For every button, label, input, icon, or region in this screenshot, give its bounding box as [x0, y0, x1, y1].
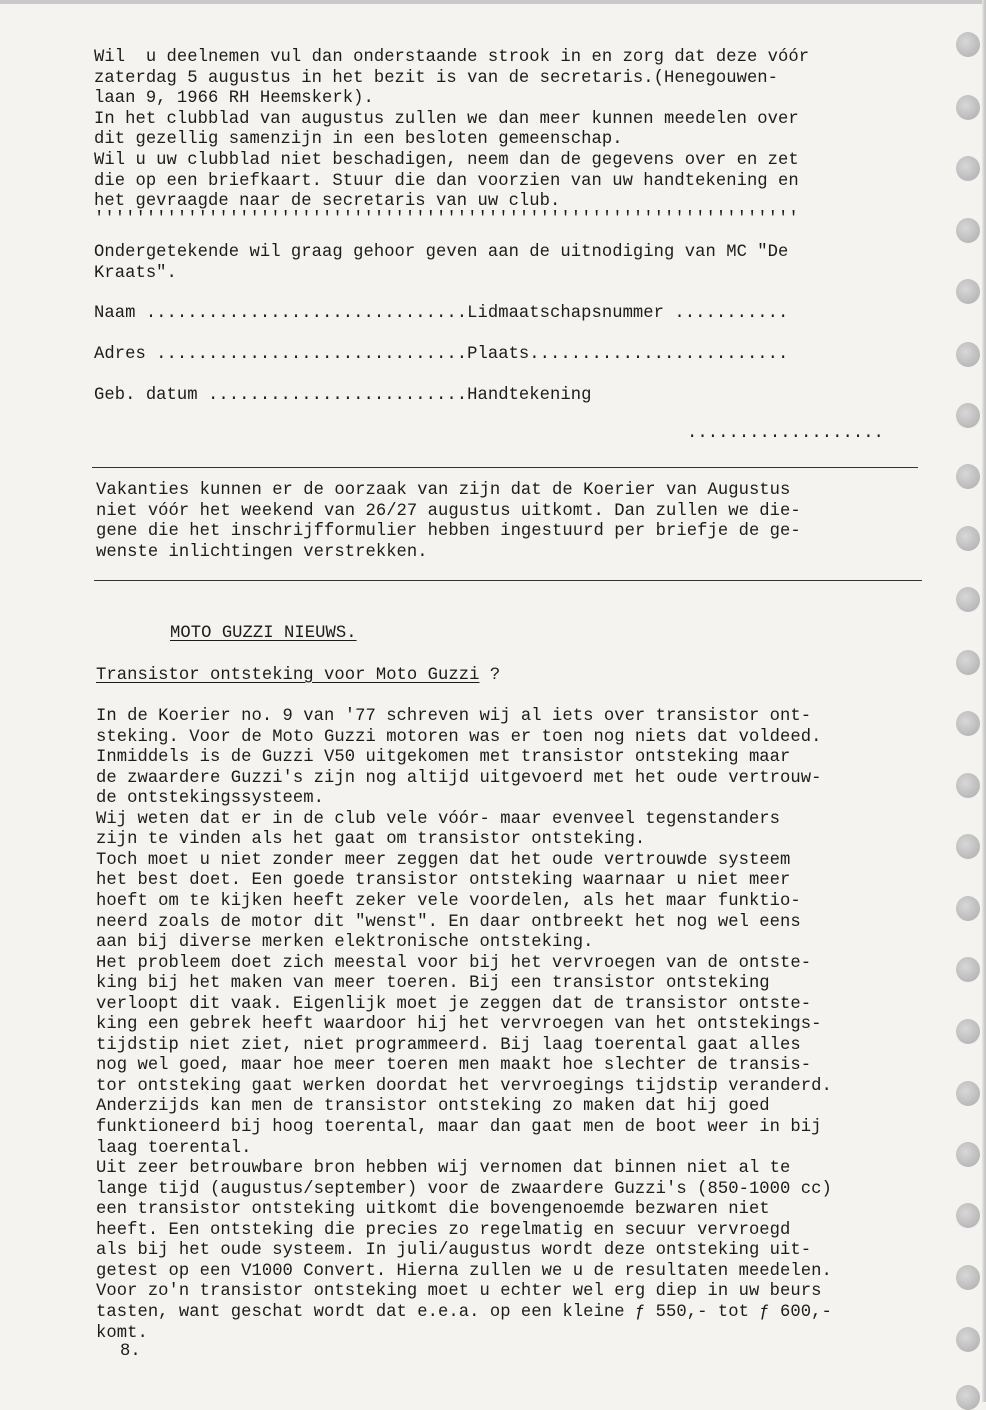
page-number: 8. [120, 1342, 141, 1361]
paper-right-edge [982, 0, 986, 1402]
article-line: Het probleem doet zich meestal voor bij het vervroegen van de ontste- [96, 953, 812, 973]
punch-hole [956, 1203, 980, 1228]
punch-hole [956, 711, 980, 736]
article-line: heeft. Een ontsteking die precies zo regelmatig en secuur vervroegd [96, 1220, 791, 1240]
punch-hole [956, 342, 980, 367]
intro-line: het gevraagde naar de secretaris van uw club. [94, 192, 561, 212]
notice-line: wenste inlichtingen verstrekken. [96, 542, 428, 562]
article-line: laag toerental. [96, 1138, 252, 1158]
intro-line: In het clubblad van augustus zullen we dan meer kunnen meedelen over [94, 109, 799, 129]
punch-hole [956, 773, 980, 798]
paper-top-edge [0, 0, 986, 4]
article-line: neerd zoals de motor dit "wenst". En daar ontbreekt het nog wel eens [96, 912, 801, 932]
article-line: nog wel goed, maar hoe meer toeren men maakt hoe slechter de transis- [96, 1056, 812, 1076]
article-line: komt. [96, 1323, 148, 1343]
punch-hole [956, 464, 980, 489]
punch-hole [956, 95, 980, 120]
article-line: tijdstip niet ziet, niet programmeerd. Bij laag toerental gaat alles [96, 1035, 801, 1055]
divider-bottom [94, 580, 922, 581]
article-line: funktioneerd bij hoog toerental, maar dan gaat men de boot weer in bij [96, 1118, 822, 1137]
punch-hole [956, 526, 980, 551]
punch-hole [956, 1142, 980, 1167]
article-line: verloopt dit vaak. Eigenlijk moet je zeggen dat de transistor ontste- [96, 994, 812, 1014]
form-row-birthdate: Geb. datum .........................Handtekening [94, 386, 592, 405]
article-line: In de Koerier no. 9 van '77 schreven wij al iets over transistor ont- [96, 707, 812, 726]
article-title: Transistor ontsteking voor Moto Guzzi [96, 666, 480, 685]
intro-line: Wil u uw clubblad niet beschadigen, neem dan de gegevens over en zet [94, 151, 799, 170]
article-line: tasten, want geschat wordt dat e.e.a. op een kleine ƒ 550,- tot ƒ 600,- [96, 1302, 832, 1322]
signature-line: ................... [687, 424, 884, 443]
punch-hole [956, 1385, 980, 1410]
article-line: lange tijd (augustus/september) voor de zwaardere Guzzi's (850-1000 cc) [96, 1179, 832, 1199]
article-line: Inmiddels is de Guzzi V50 uitgekomen met transistor ontsteking maar [96, 748, 791, 768]
article-line: Uit zeer betrouwbare bron hebben wij vernomen dat binnen niet al te [96, 1159, 791, 1179]
section-title: MOTO GUZZI NIEUWS. [170, 624, 357, 643]
form-row-address: Adres ..............................Plaats......................... [94, 345, 789, 364]
cut-line: '''''''''''''''''''''''''''''''''''''''''''''''''''''''''''''''''''' [94, 210, 799, 229]
article-line: Toch moet u niet zonder meer zeggen dat het oude vertrouwde systeem [96, 850, 791, 870]
article-line: als bij het oude systeem. In juli/augustus wordt deze ontsteking uit- [96, 1241, 812, 1261]
article-line: het best doet. Een goede transistor ontsteking waarnaar u niet meer [96, 871, 791, 891]
article-line: Anderzijds kan men de transistor ontsteking zo maken dat hij goed [96, 1097, 770, 1117]
article-line: de zwaardere Guzzi's zijn nog altijd uitgevoerd met het oude vertrouw- [96, 768, 822, 788]
form-intro-line: Kraats". [94, 263, 177, 283]
form-row-name: Naam ...............................Lidmaatschapsnummer ........... [94, 304, 789, 323]
punch-hole [956, 896, 980, 921]
notice-line: Vakanties kunnen er de oorzaak van zijn dat de Koerier van Augustus [96, 481, 791, 500]
article-title-line [96, 666, 500, 687]
article-line: een transistor ontsteking uitkomt die bovengenoemde bezwaren niet [96, 1200, 770, 1220]
article-line: steking. Voor de Moto Guzzi motoren was er toen nog niets dat voldeed. [96, 727, 822, 747]
punch-hole [956, 1081, 980, 1106]
punch-hole [956, 156, 980, 181]
article-line: aan bij diverse merken elektronische ontsteking. [96, 933, 594, 953]
punch-hole [956, 32, 980, 57]
punch-hole [956, 403, 980, 428]
punch-hole [956, 1265, 980, 1290]
punch-hole [956, 834, 980, 859]
intro-line: laan 9, 1966 RH Heemskerk). [94, 89, 374, 109]
punch-hole [956, 1327, 980, 1352]
divider-top [92, 467, 918, 468]
punch-hole [956, 587, 980, 612]
punch-hole [956, 1019, 980, 1044]
intro-line: dit gezellig samenzijn in een besloten gemeenschap. [94, 130, 623, 150]
article-title-suffix: ? [479, 666, 501, 685]
intro-line: Wil u deelnemen vul dan onderstaande strook in en zorg dat deze vóór [94, 48, 810, 67]
article-line: de ontstekingssysteem. [96, 789, 325, 809]
article-line: hoeft om te kijken heeft zeker vele voordelen, als het maar funktio- [96, 891, 801, 911]
article-line: Voor zo'n transistor ontsteking moet u echter wel erg diep in uw beurs [96, 1282, 822, 1302]
punch-hole [956, 957, 980, 982]
article-line: king bij het maken van meer toeren. Bij een transistor ontsteking [96, 974, 770, 994]
notice-line: gene die het inschrijfformulier hebben ingestuurd per briefje de ge- [96, 522, 801, 542]
punch-hole [956, 279, 980, 304]
notice-line: niet vóór het weekend van 26/27 augustus uitkomt. Dan zullen we die- [96, 501, 801, 521]
punch-hole [956, 218, 980, 243]
article-line: tor ontsteking gaat werken doordat het vervroegings tijdstip veranderd. [96, 1076, 832, 1096]
article-line: getest op een V1000 Convert. Hierna zullen we u de resultaten meedelen. [96, 1261, 832, 1281]
form-intro-line: Ondergetekende wil graag gehoor geven aan de uitnodiging van MC "De [94, 243, 789, 262]
punch-hole [956, 650, 980, 675]
intro-line: die op een briefkaart. Stuur die dan voorzien van uw handtekening en [94, 171, 799, 191]
article-line: zijn te vinden als het gaat om transistor ontsteking. [96, 830, 646, 850]
article-line: Wij weten dat er in de club vele vóór- maar evenveel tegenstanders [96, 809, 781, 829]
intro-line: zaterdag 5 augustus in het bezit is van de secretaris.(Henegouwen- [94, 68, 779, 88]
article-line: king een gebrek heeft waardoor hij het vervroegen van het ontstekings- [96, 1015, 822, 1035]
